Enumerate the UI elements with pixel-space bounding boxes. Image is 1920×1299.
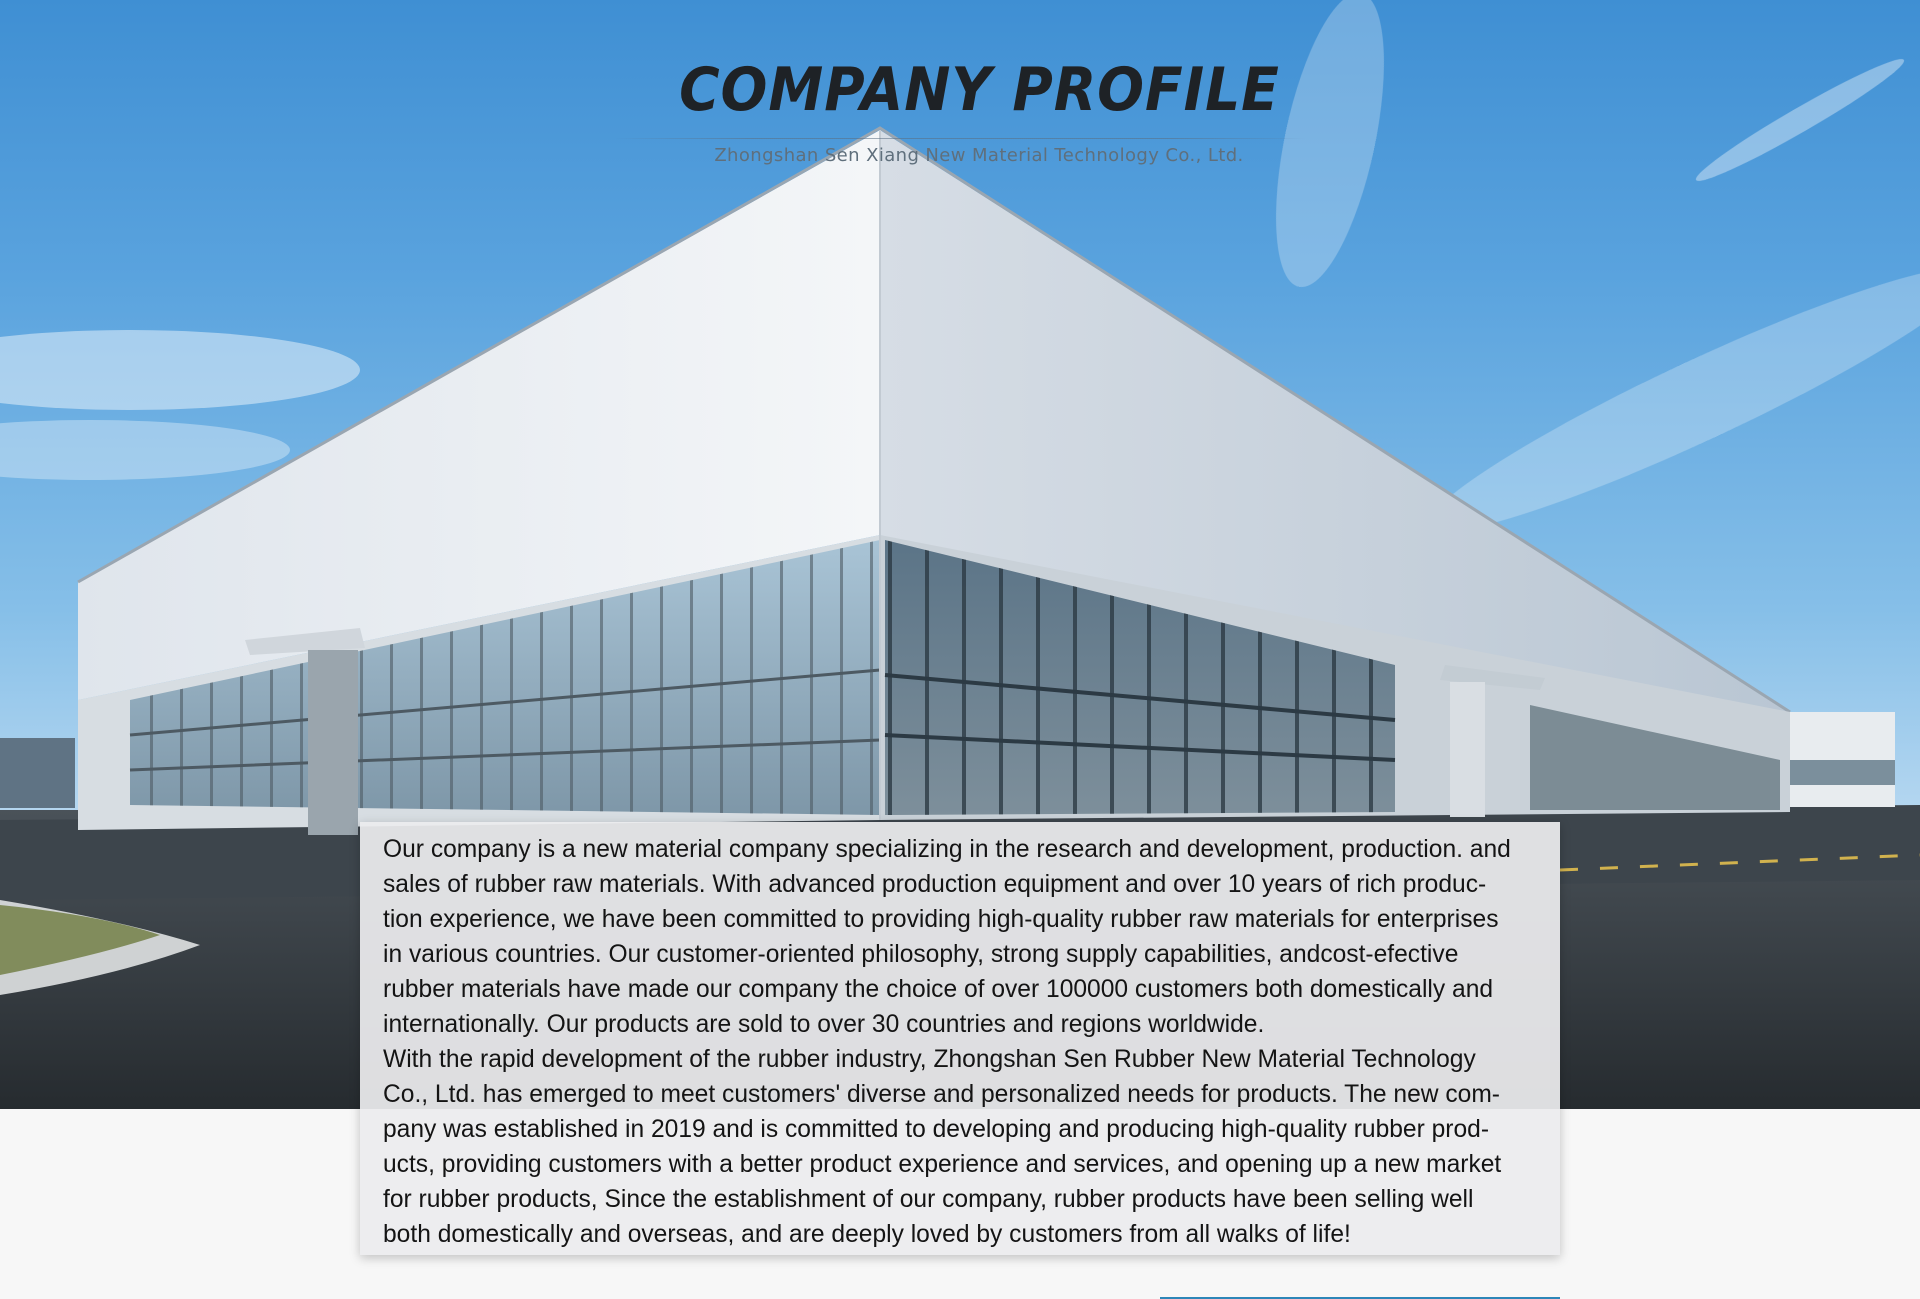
profile-line: internationally. Our products are sold to over 30 countries and regions worldwide. [383, 1011, 1265, 1038]
profile-line: Co., Ltd. has emerged to meet customers' diverse and personalized needs for products. The new com- [383, 1081, 1500, 1108]
profile-line: sales of rubber raw materials. With advanced production equipment and over 10 years of rich produc- [383, 871, 1487, 898]
profile-line: both domestically and overseas, and are deeply loved by customers from all walks of life! [383, 1221, 1351, 1248]
profile-line: With the rapid development of the rubber industry, Zhongshan Sen Rubber New Material Technology [383, 1046, 1476, 1073]
title-block [0, 52, 1920, 128]
page-title: COMPANY PROFILE [678, 55, 1280, 125]
title-divider [615, 138, 1305, 139]
profile-line: Our company is a new material company specializing in the research and development, production. and [383, 836, 1511, 863]
profile-line: rubber materials have made our company the choice of over 100000 customers both domestically and [383, 976, 1494, 1003]
profile-line: for rubber products, Since the establishment of our company, rubber products have been selling well [383, 1186, 1474, 1213]
profile-line: tion experience, we have been committed to providing high-quality rubber raw materials for enterprises [383, 906, 1499, 933]
company-name-subtitle: Zhongshan Sen Xiang New Material Technology Co., Ltd. [714, 145, 1244, 166]
profile-line: pany was established in 2019 and is committed to developing and producing high-quality rubber prod- [383, 1116, 1490, 1143]
profile-line: ucts, providing customers with a better product experience and services, and opening up a new market [383, 1151, 1502, 1178]
profile-line: in various countries. Our customer-oriented philosophy, strong supply capabilities, andcost-efective [383, 941, 1459, 968]
profile-text-card [360, 822, 1560, 1255]
